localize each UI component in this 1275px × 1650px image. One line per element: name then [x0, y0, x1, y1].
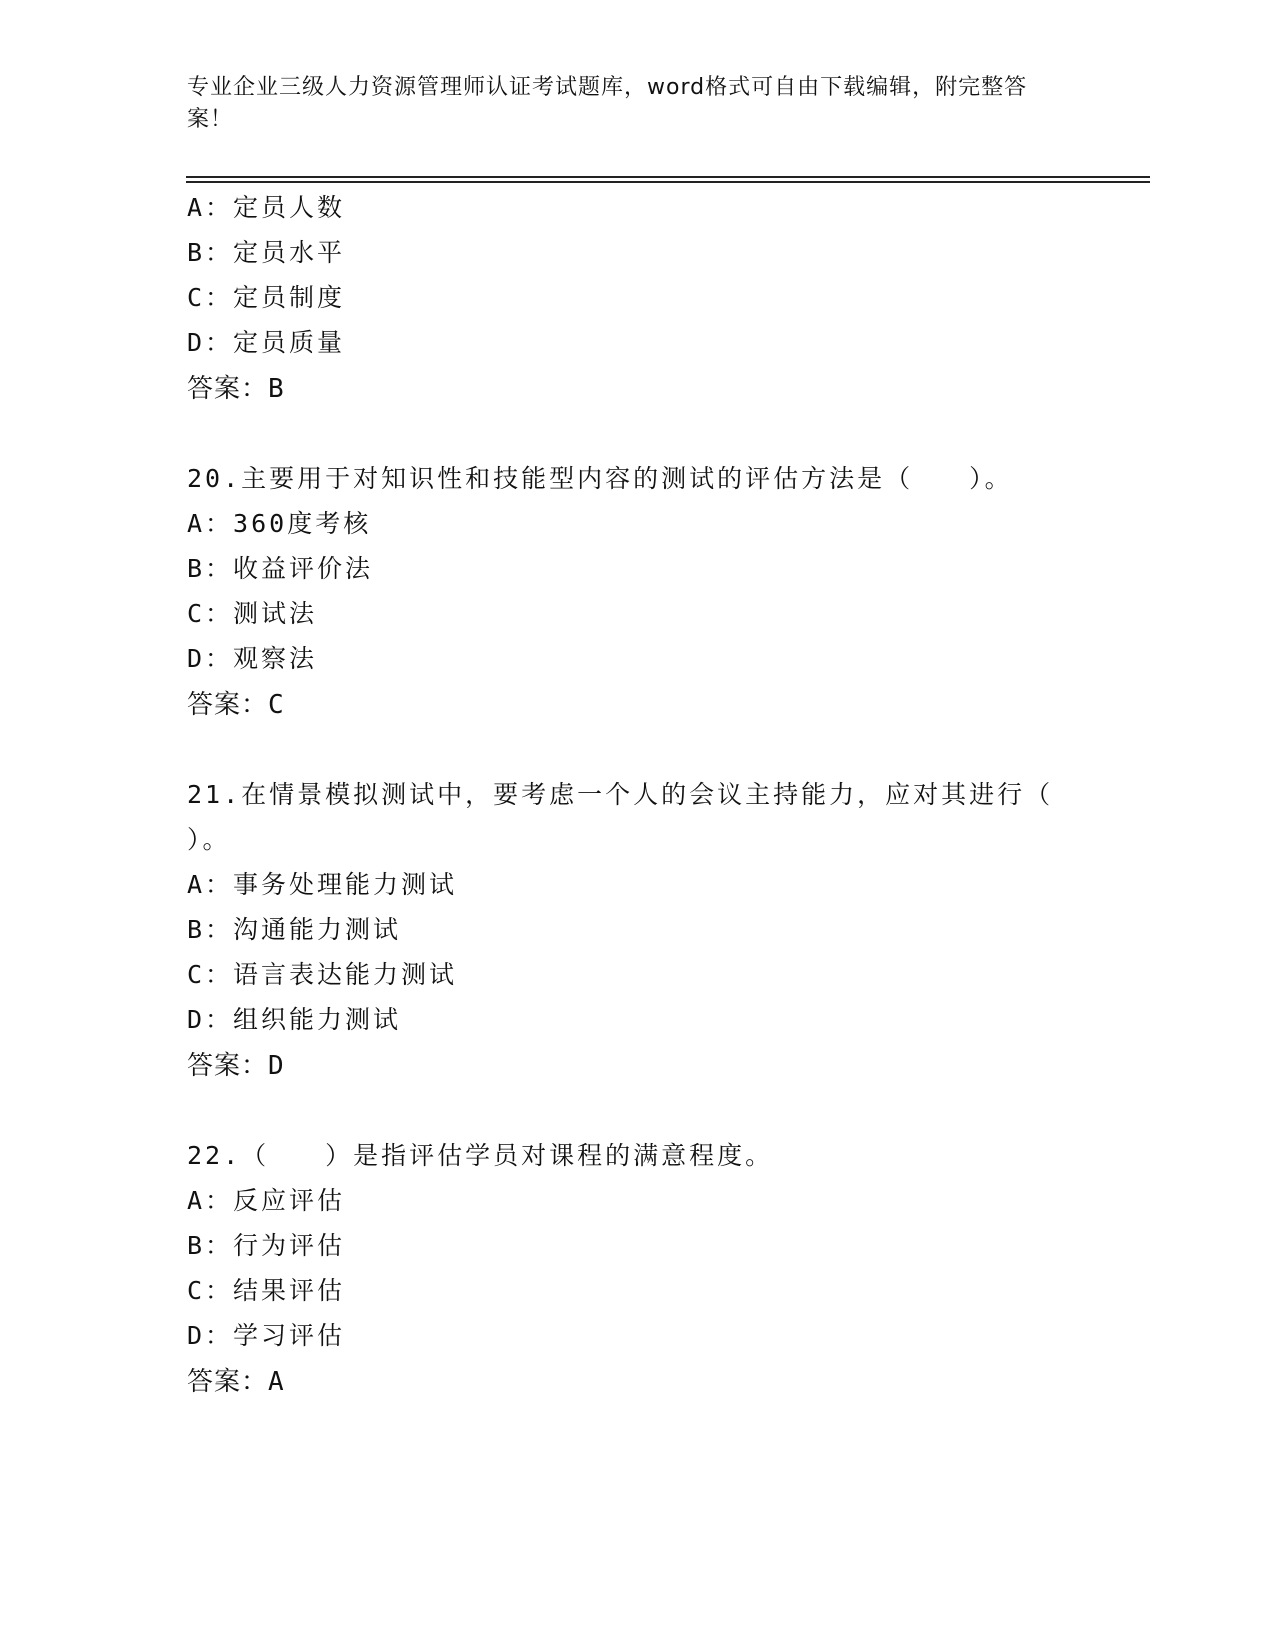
q20-option-b: B：收益评价法 [187, 554, 374, 583]
header-rule-bottom [186, 181, 1150, 183]
header-rule-top [186, 176, 1150, 178]
answer-value: A [268, 1367, 285, 1397]
q21-question-line1: 21.在情景模拟测试中，要考虑一个人的会议主持能力，应对其进行（ [187, 780, 1054, 809]
q22-option-b: B：行为评估 [187, 1231, 346, 1260]
q19-option-a: A：定员人数 [187, 193, 346, 222]
q19-option-d: D：定员质量 [187, 328, 346, 357]
q20-option-c: C：测试法 [187, 599, 318, 628]
answer-label: 答案： [187, 374, 269, 404]
q22-option-d: D：学习评估 [187, 1321, 346, 1350]
answer-value: C [268, 690, 285, 720]
q19-answer [187, 373, 285, 405]
q19-option-b: B：定员水平 [187, 238, 346, 267]
q19-option-c: C：定员制度 [187, 283, 346, 312]
q22-answer [187, 1366, 285, 1398]
answer-value: D [268, 1051, 285, 1081]
q20-answer [187, 689, 285, 721]
q21-option-a: A：事务处理能力测试 [187, 870, 458, 899]
document-header: 专业企业三级人力资源管理师认证考试题库，word格式可自由下载编辑，附完整答案！ [187, 75, 1028, 132]
q21-option-b: B：沟通能力测试 [187, 915, 402, 944]
q20-question: 20.主要用于对知识性和技能型内容的测试的评估方法是（ ）。 [187, 464, 1013, 493]
q21-question-line2: ）。 [187, 825, 231, 854]
q21-option-d: D：组织能力测试 [187, 1005, 402, 1034]
answer-value: B [268, 374, 285, 404]
answer-label: 答案： [187, 690, 269, 720]
q21-option-c: C：语言表达能力测试 [187, 960, 458, 989]
q21-answer [187, 1050, 285, 1082]
q22-question: 22.（ ）是指评估学员对课程的满意程度。 [187, 1141, 774, 1170]
answer-label: 答案： [187, 1367, 269, 1397]
q20-option-a: A：360度考核 [187, 509, 372, 538]
answer-label: 答案： [187, 1051, 269, 1081]
q22-option-c: C：结果评估 [187, 1276, 346, 1305]
q22-option-a: A：反应评估 [187, 1186, 346, 1215]
q20-option-d: D：观察法 [187, 644, 318, 673]
